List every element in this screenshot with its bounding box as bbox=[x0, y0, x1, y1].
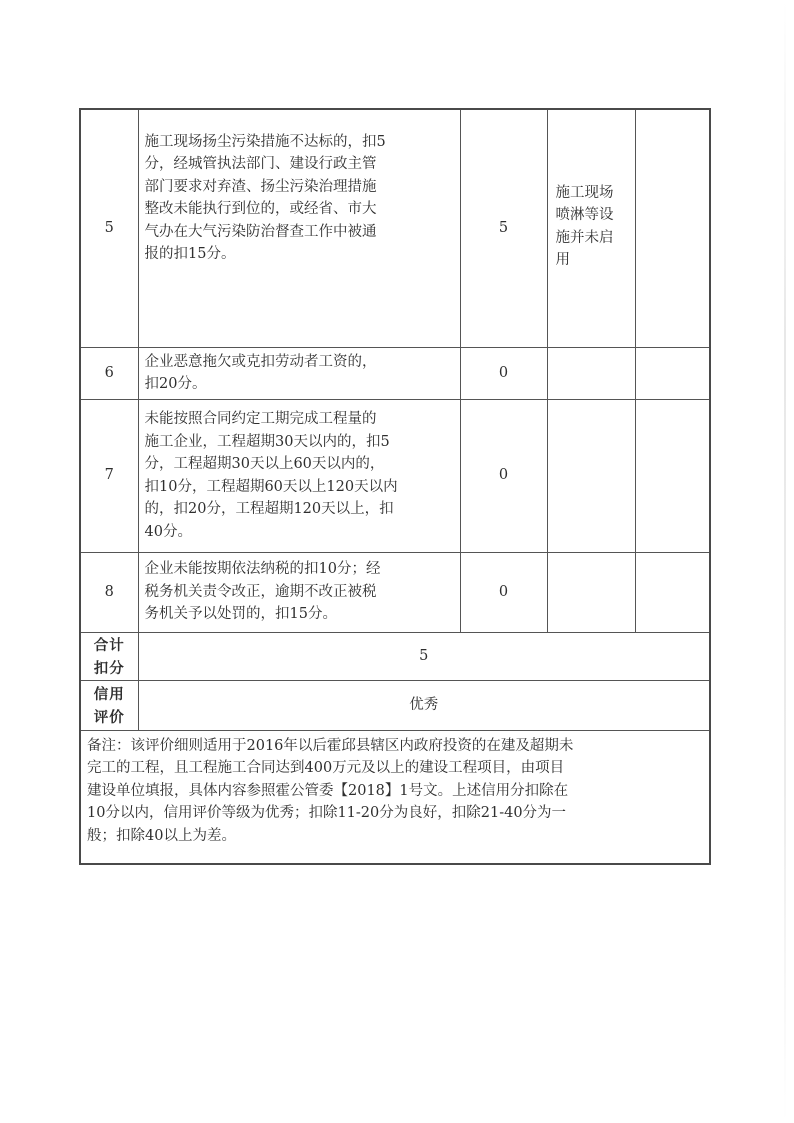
credit-evaluation-table bbox=[79, 108, 711, 865]
rating-row bbox=[80, 680, 710, 730]
total-label-cell bbox=[80, 632, 138, 680]
deducted-points: 5 bbox=[460, 109, 547, 347]
total-row bbox=[80, 632, 710, 680]
remark-cell bbox=[635, 109, 710, 347]
deducted-points: 0 bbox=[460, 399, 547, 552]
deduction-rule bbox=[138, 399, 460, 552]
note-cell bbox=[80, 730, 710, 864]
row-number: 8 bbox=[80, 552, 138, 632]
rating-label bbox=[81, 681, 138, 729]
note-row bbox=[80, 730, 710, 864]
total-label-text: 合计 扣分 bbox=[93, 637, 125, 677]
table-row bbox=[80, 109, 710, 347]
row-number: 7 bbox=[80, 399, 138, 552]
deduction-reason bbox=[547, 109, 635, 347]
row-number: 6 bbox=[80, 347, 138, 399]
deducted-points: 0 bbox=[460, 347, 547, 399]
rating-label-text: 信用 评价 bbox=[93, 686, 125, 726]
table-row bbox=[80, 347, 710, 399]
deduction-rows bbox=[80, 109, 710, 632]
deduction-rule-text: 企业未能按期依法纳税的扣10分；经 税务机关责令改正，逾期不改正被税 务机关予以处罚的，扣15分。 bbox=[144, 561, 381, 623]
remark-cell bbox=[635, 552, 710, 632]
deduction-reason bbox=[547, 347, 635, 399]
note-text: 备注：该评价细则适用于2016年以后霍邱县辖区内政府投资的在建及超期未 完工的工程，且工程施工合同达到400万元及以上的建设工程项目，由项目 建设单位填报，具体内容参照霍公管委【2018】1号文。上述信用分扣除在 10分以内，信用评价等级为优秀；扣除11-20分为良好，扣除21-40分为一 般；扣除40以上为差。 bbox=[87, 737, 574, 844]
total-value: 5 bbox=[138, 632, 710, 680]
rating-label-cell bbox=[80, 680, 138, 730]
deduction-reason-text: 施工现场 喷淋等设 施并未启 用 bbox=[555, 184, 614, 269]
deduction-rule bbox=[138, 552, 460, 632]
deduction-reason bbox=[547, 552, 635, 632]
remark-cell bbox=[635, 347, 710, 399]
deduction-rule bbox=[138, 347, 460, 399]
deduction-rule bbox=[138, 109, 460, 347]
table-row bbox=[80, 399, 710, 552]
row-number: 5 bbox=[80, 109, 138, 347]
deduction-rule-text: 未能按照合同约定工期完成工程量的 施工企业，工程超期30天以内的，扣5 分，工程超期30天以上60天以内的， 扣10分，工程超期60天以上120天以内 的，扣20分，工程超期120天以上，扣 40分。 bbox=[144, 411, 398, 540]
remark-cell bbox=[635, 399, 710, 552]
scan-edge-shadow bbox=[784, 0, 786, 1123]
table-row bbox=[80, 552, 710, 632]
deduction-rule-text: 企业恶意拖欠或克扣劳动者工资的， 扣20分。 bbox=[144, 353, 377, 392]
rating-value: 优秀 bbox=[138, 680, 710, 730]
deduction-rule-text: 施工现场扬尘污染措施不达标的，扣5 分，经城管执法部门、建设行政主管 部门要求对弃渣、扬尘污染治理措施 整改未能执行到位的，或经省、市大 气办在大气污染防治督查工作中被通 报的扣15分。 bbox=[144, 133, 386, 263]
deduction-reason bbox=[547, 399, 635, 552]
deducted-points: 0 bbox=[460, 552, 547, 632]
total-label bbox=[81, 633, 138, 679]
